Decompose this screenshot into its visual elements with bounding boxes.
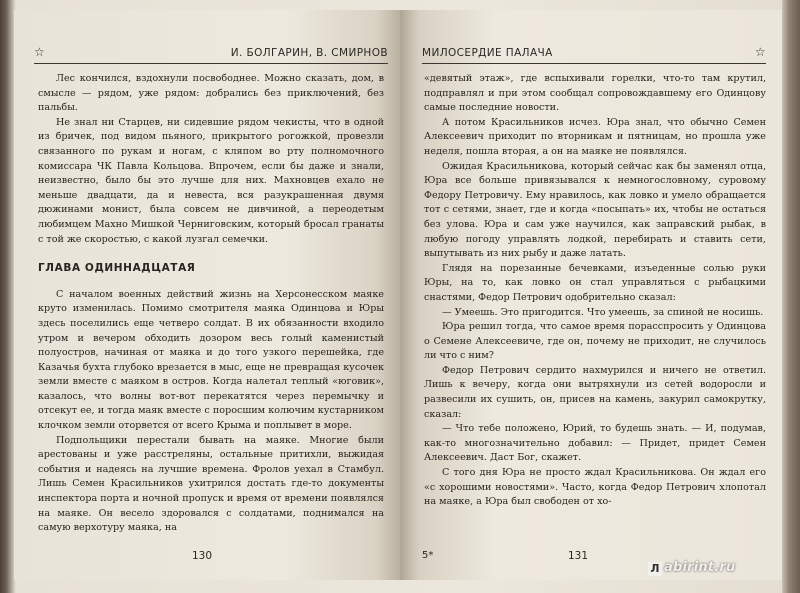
paragraph: — Что тебе положено, Юрий, то будешь знать. — И, подумав, как-то многозначительно добавил: — Придет, придет Семен Алексеевич. Даст Бог, скажет. [424, 423, 766, 464]
paragraph: Юра решил тогда, что самое время порасспросить у Одинцова о Семене Алексеевиче, где он, почему не приходит, не случилось ли что с ним? [424, 321, 766, 362]
signature-mark: 5* [422, 550, 434, 561]
paragraph: Глядя на порезанные бечевками, изъеденные солью руки Юры, на то, как ловко он стал управляться с рыбацкими снастями, Федор Петрович одобрительно сказал: [424, 262, 766, 303]
paragraph: Федор Петрович сердито нахмурился и ничего не ответил. Лишь к вечеру, когда они вытряхнули из сетей водоросли и развесили их сушить, он, присев на камень, закурил самокрутку, сказал: [424, 364, 766, 420]
right-running-head [422, 46, 766, 64]
watermark-text: abirint.ru [664, 560, 736, 575]
right-page-text [424, 72, 766, 510]
page-number-right: 131 [568, 550, 589, 562]
watermark [648, 560, 735, 576]
star-icon: ☆ [754, 45, 766, 59]
book-title: МИЛОСЕРДИЕ ПАЛАЧА [422, 47, 553, 59]
paragraph: Подпольщики перестали бывать на маяке. Многие были арестованы и уже расстреляны, остальные притихли, выжидая события и надеясь на лучшие времена. Фролов уехал в Стамбул. Лишь Семен Красильников ухитрился достать где-то документы инспектора порта и ночной пропуск и время от времени появлялся на маяке. Он весело здоровался с солдатами, поднимался на самую верхотуру маяка, на [38, 434, 384, 534]
left-page [14, 10, 400, 580]
chapter-heading: ГЛАВА ОДИННАДЦАТАЯ [38, 262, 196, 275]
paragraph: — Умеешь. Это пригодится. Что умеешь, за спиной не носишь. [442, 306, 764, 318]
paragraph: А потом Красильников исчез. Юра знал, что обычно Семен Алексеевич приходит по вторникам и пятницам, но прошла уже неделя, пошла вторая, а он на маяке не появлялся. [424, 116, 766, 157]
left-page-text [38, 72, 384, 536]
paragraph: Не знал ни Старцев, ни сидевшие рядом чекисты, что в одной из бричек, под видом пьяного, прикрытого рогожкой, провезли связанного по рукам и ногам, с кляпом во рту полномочного комиссара ЧК Павла Кольцова. Впрочем, если бы даже и знали, неизвестно, было бы это лучше для них. Махновцев ехало не меньше двадцати, да и невеста, вся разукрашенная двумя дюжинами монист, была совсем не дивчиной, а переодетым любимцем Махно Мишкой Черниговским, который бросал гранаты с той же скоростью, с какой лузгал семечки. [38, 116, 384, 245]
page-edges [782, 0, 800, 593]
paragraph: Лес кончился, вздохнули посвободнее. Можно сказать, дом, в смысле — рядом, уже рядом: добрались без приключений, без пальбы. [38, 73, 384, 114]
paragraph: Ожидая Красильникова, который сейчас как бы заменял отца, Юра все больше привязывался к немногословному, суровому Федору Петровичу. Ему нравилось, как ловко и умело обращается тот с сетями, знает, где и когда «посыпать» их, чтобы не остаться без улова. Юра и сам уже научился, как заправский рыбак, в любую погоду управлять лодкой, перебирать и ставить сети, выпутывать из них рыбу и даже латать. [424, 160, 766, 260]
paragraph: «девятый этаж», где вспыхивали горелки, что-то там крутил, подправлял и при этом сообщал сопровождавшему его Одинцову самые последние новости. [424, 73, 766, 114]
right-page [400, 10, 782, 580]
author-names: И. БОЛГАРИН, В. СМИРНОВ [230, 47, 388, 59]
labirint-logo-icon: Л [648, 562, 662, 576]
paragraph: С того дня Юра не просто ждал Красильникова. Он ждал его «с хорошими новостями». Часто, когда Федор Петрович хлопотал на маяке, а Юра был свободен от хо- [424, 467, 766, 508]
star-icon: ☆ [34, 45, 46, 59]
page-number-left: 130 [192, 550, 213, 562]
paragraph: С началом военных действий жизнь на Херсонесском маяке круто изменилась. Помимо смотрителя маяка Одинцова и Юры здесь поселились еще четверо солдат. В их обязанности входило утром и вечером обходить дозором весь голый каменистый полуостров, начиная от маяка и до того узкого перешейка, где Казачья бухта глубоко врезается в мыс, еще не превращая кусочек земли вместе с маяком в остров. Когда налетал теплый «юговик», казалось, что волны вот-вот перекатятся через перемычку и отсекут ее, и тогда маяк вместе с поросшим колючим кустарником клочком земли оторвется от всего Крыма и поплывет в море. [38, 288, 384, 432]
left-running-head [34, 46, 388, 64]
